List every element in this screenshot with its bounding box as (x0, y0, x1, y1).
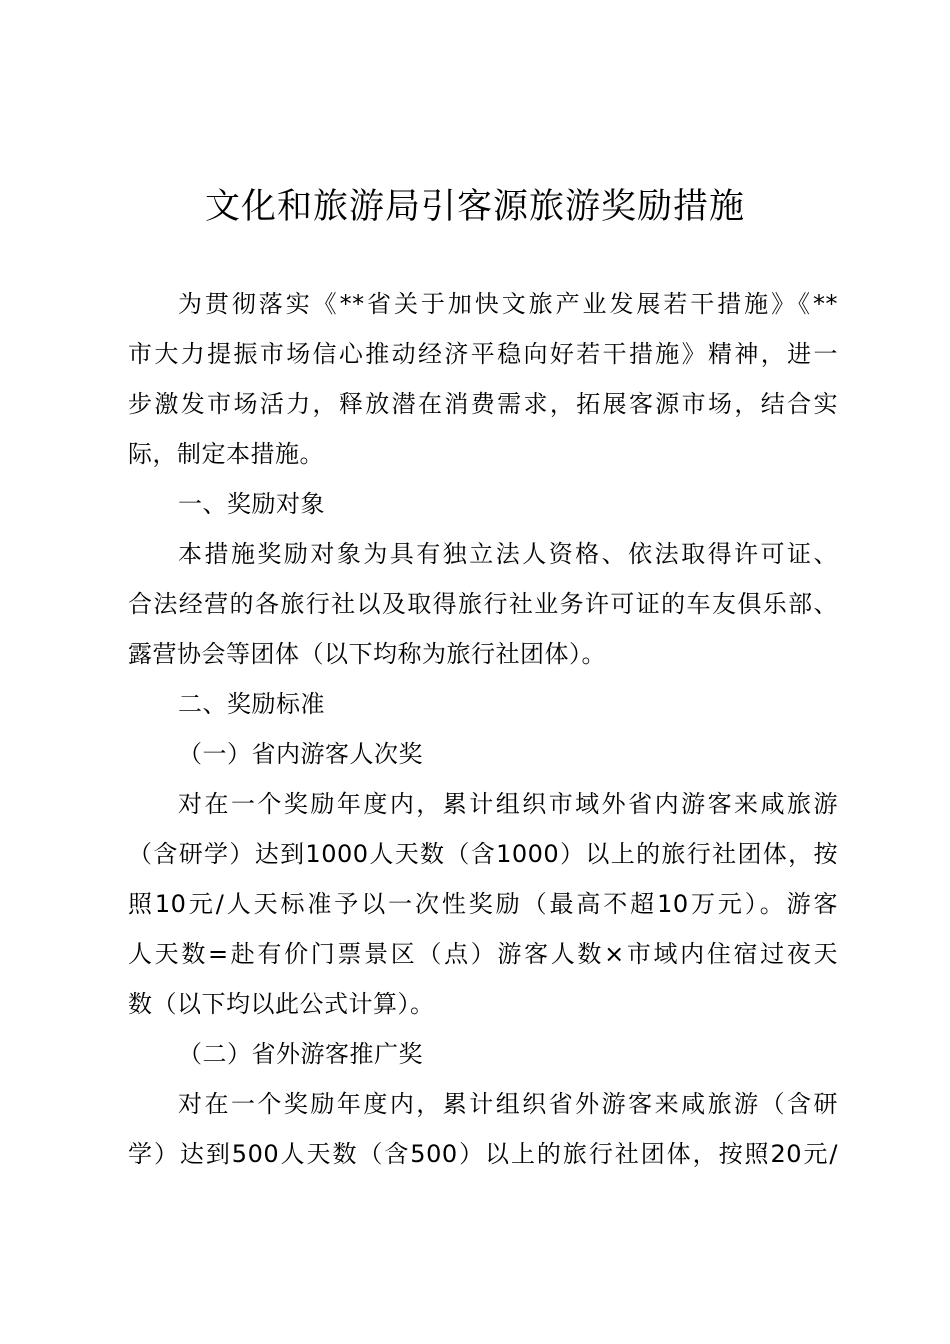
paragraph-line: 露营协会等团体（以下均称为旅行社团体）。 (128, 640, 606, 668)
paragraph-line: 步激发市场活力，释放潜在消费需求，拓展客源市场，结合实 (128, 390, 838, 418)
paragraph-line: 照10元/人天标准予以一次性奖励（最高不超10万元）。游客 (128, 890, 838, 918)
paragraph-line: 合法经营的各旅行社以及取得旅行社业务许可证的车友俱乐部、 (128, 590, 838, 618)
paragraph-line: 人天数=赴有价门票景区（点）游客人数×市域内住宿过夜天 (128, 940, 838, 968)
subsection-heading: （二）省外游客推广奖 (178, 1040, 423, 1068)
section-heading: 二、奖励标准 (178, 690, 325, 718)
paragraph-line: 本措施奖励对象为具有独立法人资格、依法取得许可证、 (178, 540, 838, 568)
paragraph-line: 际，制定本措施。 (128, 440, 324, 468)
subsection-heading: （一）省内游客人次奖 (178, 740, 423, 768)
paragraph-line: 对在一个奖励年度内，累计组织市域外省内游客来咸旅游 (178, 790, 838, 818)
document-title: 文化和旅游局引客源旅游奖励措施 (204, 187, 745, 227)
paragraph-line: （含研学）达到1000人天数（含1000）以上的旅行社团体，按 (128, 840, 838, 868)
paragraph-line: 为贯彻落实《**省关于加快文旅产业发展若干措施》《** (178, 290, 838, 318)
section-heading: 一、奖励对象 (178, 490, 325, 518)
paragraph-line: 学）达到500人天数（含500）以上的旅行社团体，按照20元/ (128, 1140, 838, 1168)
paragraph-line: 数（以下均以此公式计算）。 (128, 990, 435, 1018)
paragraph-line: 市大力提振市场信心推动经济平稳向好若干措施》精神，进一 (128, 340, 838, 368)
paragraph-line: 对在一个奖励年度内，累计组织省外游客来咸旅游（含研 (178, 1090, 838, 1118)
